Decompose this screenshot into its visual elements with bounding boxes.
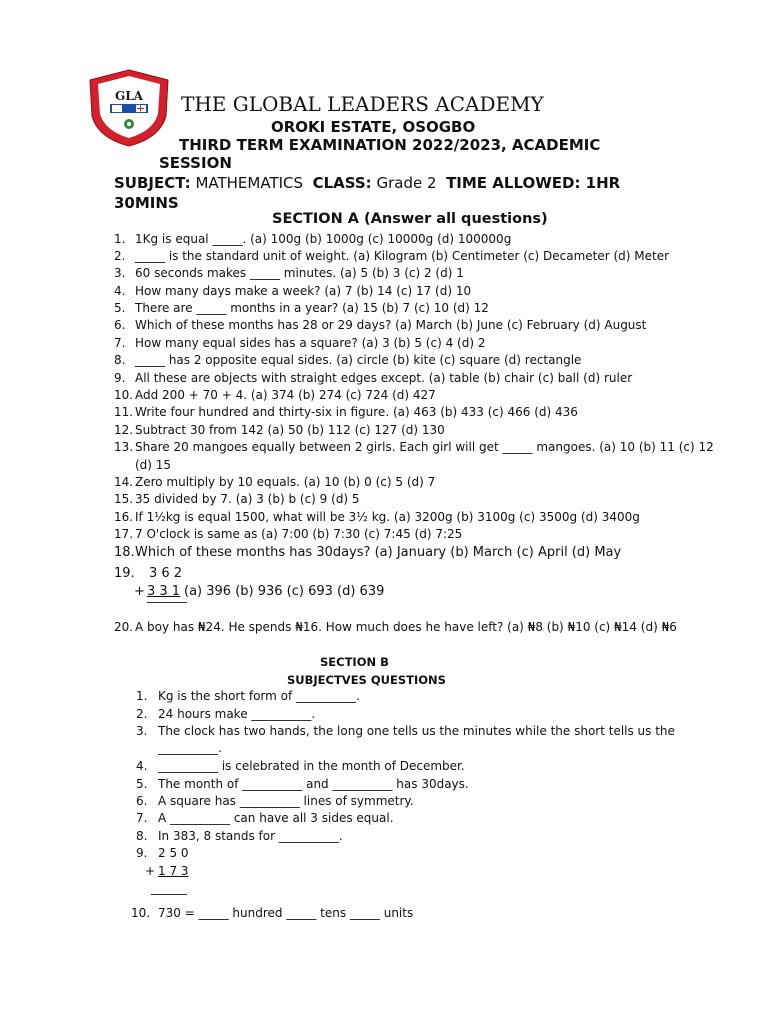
question-a-13 [114, 440, 714, 472]
question-a-18 [114, 545, 622, 560]
section-a-title: SECTION A (Answer all questions) [272, 211, 548, 227]
question-number: 12. [114, 423, 134, 437]
question-a-5 [114, 301, 489, 315]
question-number: 11. [114, 405, 134, 419]
question-number: 2. [114, 249, 126, 263]
question-number: 3. [136, 724, 148, 738]
b9-top-number: 2 5 0 [158, 846, 189, 860]
question-text: A boy has ₦24. He spends ₦16. How much does he have left? (a) ₦8 (b) ₦10 (c) ₦14 (d) ₦6 [135, 620, 677, 634]
school-address: OROKI ESTATE, OSOGBO [271, 118, 476, 136]
question-a-11 [114, 405, 578, 419]
question-text: Zero multiply by 10 equals. (a) 10 (b) 0 (c) 5 (d) 7 [135, 475, 436, 489]
question-text: Subtract 30 from 142 (a) 50 (b) 112 (c) 127 (d) 130 [135, 423, 445, 437]
question-text: _____ is the standard unit of weight. (a) Kilogram (b) Centimeter (c) Decameter (d) Meter [135, 249, 670, 263]
school-name: THE GLOBAL LEADERS ACADEMY [181, 92, 544, 116]
q19-top-number: 3 6 2 [149, 566, 183, 581]
question-text: Which of these months has 30days? (a) January (b) March (c) April (d) May [135, 545, 622, 560]
question-number: 10. [131, 906, 151, 920]
question-text: 35 divided by 7. (a) 3 (b) b (c) 9 (d) 5 [135, 492, 360, 506]
question-number: 10. [114, 388, 134, 402]
question-text: Write four hundred and thirty-six in figure. (a) 463 (b) 433 (c) 466 (d) 436 [135, 405, 578, 419]
time-continuation: 30MINS [114, 194, 179, 212]
question-number: 18. [114, 545, 135, 560]
question-a-12 [114, 423, 445, 437]
question-text: Share 20 mangoes equally between 2 girls. Each girl will get _____ mangoes. (a) 10 (b) 11 (c) 12 [135, 440, 714, 454]
subject-label: SUBJECT: [114, 174, 191, 192]
question-a-20 [114, 620, 677, 634]
question-text: Which of these months has 28 or 29 days? (a) March (b) June (c) February (d) August [135, 318, 647, 332]
question-b-4 [136, 759, 465, 773]
q19-options: (a) 396 (b) 936 (c) 693 (d) 639 [184, 584, 385, 599]
question-text: 1Kg is equal _____. (a) 100g (b) 1000g (c) 10000g (d) 100000g [135, 232, 512, 246]
question-number: 7. [136, 811, 148, 825]
question-number: 7. [114, 336, 126, 350]
q19-bottom-number: 3 3 1 [147, 584, 181, 599]
b9-answer-line: ______ [151, 881, 187, 895]
question-number: 13. [114, 440, 134, 454]
question-a-7 [114, 336, 486, 350]
question-text: The clock has two hands, the long one tells us the minutes while the short tells us the [158, 724, 675, 738]
question-text: Kg is the short form of __________. [158, 689, 360, 703]
question-b-2 [136, 707, 316, 721]
question-number: 14. [114, 475, 134, 489]
school-logo-shield [88, 68, 170, 148]
question-text-cont: __________. [158, 741, 222, 755]
question-number: 4. [136, 759, 148, 773]
question-text: 7 O'clock is same as (a) 7:00 (b) 7:30 (c) 7:45 (d) 7:25 [135, 527, 463, 541]
class-value: Grade 2 [376, 174, 437, 192]
question-number: 1. [136, 689, 148, 703]
question-b-9-number: 9. [136, 846, 148, 860]
question-text: If 1½kg is equal 1500, what will be 3½ kg. (a) 3200g (b) 3100g (c) 3500g (d) 3400g [135, 510, 640, 524]
question-b-3 [136, 724, 675, 755]
question-number: 6. [114, 318, 126, 332]
question-text: 24 hours make __________. [158, 707, 316, 721]
time-label: TIME ALLOWED: 1HR [446, 174, 621, 192]
question-text: Add 200 + 70 + 4. (a) 374 (b) 274 (c) 724 (d) 427 [135, 388, 436, 402]
question-a-19-number: 19. [114, 566, 135, 581]
q19-plus-sign: + [134, 584, 145, 599]
question-a-14 [114, 475, 436, 489]
question-number: 17. [114, 527, 134, 541]
question-number: 6. [136, 794, 148, 808]
question-text: 60 seconds makes _____ minutes. (a) 5 (b) 3 (c) 2 (d) 1 [135, 266, 464, 280]
question-a-10 [114, 388, 436, 402]
class-label: CLASS: [312, 174, 372, 192]
question-number: 20. [114, 620, 134, 634]
question-text: There are _____ months in a year? (a) 15 (b) 7 (c) 10 (d) 12 [135, 301, 489, 315]
question-a-6 [114, 318, 647, 332]
logo-text: GLA [115, 89, 143, 103]
question-a-9 [114, 371, 633, 385]
question-number: 16. [114, 510, 134, 524]
question-number: 2. [136, 707, 148, 721]
question-number: 5. [114, 301, 126, 315]
section-b-title: SECTION B [320, 655, 389, 669]
question-text: How many equal sides has a square? (a) 3 (b) 5 (c) 4 (d) 2 [135, 336, 486, 350]
question-a-1 [114, 232, 512, 246]
question-b-5 [136, 777, 469, 791]
question-number: 8. [114, 353, 126, 367]
question-text: _____ has 2 opposite equal sides. (a) circle (b) kite (c) square (d) rectangle [135, 353, 582, 367]
subject-value: MATHEMATICS [195, 174, 304, 192]
question-a-15 [114, 492, 360, 506]
question-text: A __________ can have all 3 sides equal. [158, 811, 394, 825]
question-number: 4. [114, 284, 126, 298]
question-text: A square has __________ lines of symmetry. [158, 794, 414, 808]
b9-bottom-number: 1 7 3 [158, 864, 189, 878]
question-a-16 [114, 510, 640, 524]
question-text: 730 = _____ hundred _____ tens _____ units [158, 906, 414, 920]
question-b-1 [136, 689, 360, 703]
subject-line [114, 174, 620, 192]
question-a-8 [114, 353, 582, 367]
question-number: 8. [136, 829, 148, 843]
b9-plus-sign: + [145, 864, 156, 878]
section-b-subtitle: SUBJECTVES QUESTIONS [287, 673, 446, 687]
question-text: In 383, 8 stands for __________. [158, 829, 343, 843]
exam-title-line1: THIRD TERM EXAMINATION 2022/2023, ACADEMIC [179, 136, 601, 154]
question-number: 5. [136, 777, 148, 791]
question-number: 9. [114, 371, 126, 385]
question-text: All these are objects with straight edges except. (a) table (b) chair (c) ball (d) ruler [135, 371, 633, 385]
question-b-10 [131, 906, 414, 920]
question-text: __________ is celebrated in the month of December. [158, 759, 465, 773]
question-b-8 [136, 829, 343, 843]
question-b-6 [136, 794, 414, 808]
question-a-17 [114, 527, 463, 541]
question-number: 1. [114, 232, 126, 246]
exam-title-line2: SESSION [159, 154, 232, 172]
question-number: 3. [114, 266, 126, 280]
question-text-cont: (d) 15 [135, 458, 172, 472]
q19-sum-line [147, 602, 187, 603]
question-number: 15. [114, 492, 134, 506]
question-b-7 [136, 811, 394, 825]
question-text: How many days make a week? (a) 7 (b) 14 (c) 17 (d) 10 [135, 284, 472, 298]
question-text: The month of __________ and __________ has 30days. [158, 777, 469, 791]
question-a-2 [114, 249, 670, 263]
question-a-4 [114, 284, 472, 298]
question-a-3 [114, 266, 464, 280]
